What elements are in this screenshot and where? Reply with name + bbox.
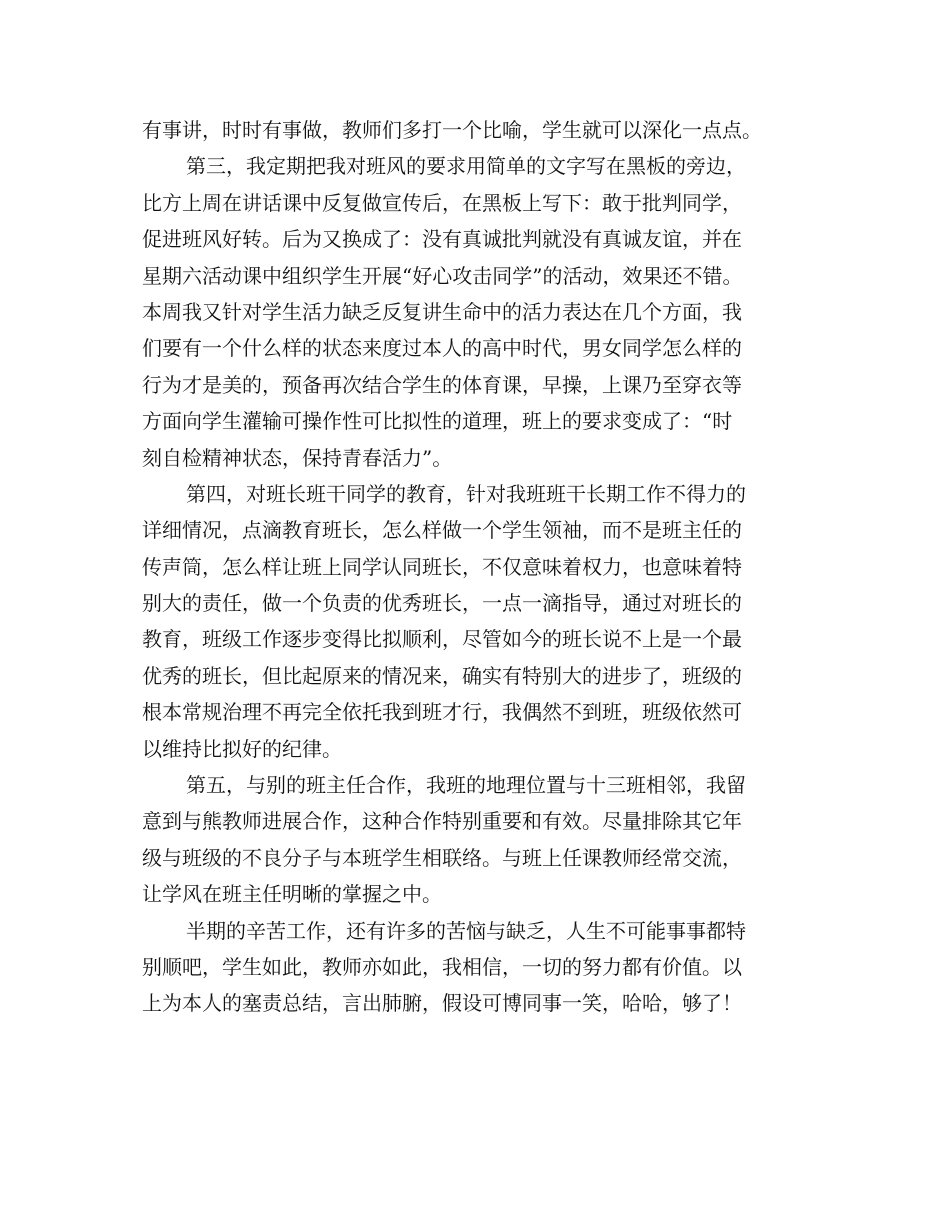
text-line: 有事讲，时时有事做，教师们多打一个比喻，学生就可以深化一点点。 — [142, 118, 762, 142]
text-line: 根本常规治理不再完全依托我到班才行，我偶然不到班，班级依然可 — [142, 700, 742, 725]
text-line: 方面向学生灌输可操作性可比拟性的道理，班上的要求变成了：“时 — [142, 409, 733, 434]
text-line: 别顺吧，学生如此，教师亦如此，我相信，一切的努力都有价值。以 — [142, 954, 742, 979]
text-line: 优秀的班长，但比起原来的情况来，确实有特别大的进步了，班级的 — [142, 663, 742, 688]
document-body — [142, 112, 822, 1022]
text-line: 行为才是美的，预备再次结合学生的体育课，早操，上课乃至穿衣等 — [142, 372, 742, 397]
text-line: 让学风在班主任明晰的掌握之中。 — [142, 882, 442, 907]
text-line: 比方上周在讲话课中反复做宣传后，在黑板上写下：敢于批判同学， — [142, 190, 742, 215]
text-line: 刻自检精神状态，保持青春活力”。 — [142, 445, 453, 470]
text-line: 半期的辛苦工作，还有许多的苦恼与缺乏，人生不可能事事都特 — [186, 918, 746, 943]
text-line: 别大的责任，做一个负责的优秀班长，一点一滴指导，通过对班长的 — [142, 591, 742, 616]
text-line: 促进班风好转。后为又换成了：没有真诚批判就没有真诚友谊，并在 — [142, 227, 742, 252]
text-line: 第五，与别的班主任合作，我班的地理位置与十三班相邻，我留 — [186, 773, 746, 798]
text-line: 上为本人的塞责总结，言出肺腑，假设可博同事一笑，哈哈，够了！ — [142, 991, 742, 1016]
text-line: 意到与熊教师进展合作，这种合作特别重要和有效。尽量排除其它年 — [142, 809, 742, 834]
text-line: 教育，班级工作逐步变得比拟顺利，尽管如今的班长说不上是一个最 — [142, 627, 742, 652]
text-line: 级与班级的不良分子与本班学生相联络。与班上任课教师经常交流， — [142, 845, 742, 870]
text-line: 们要有一个什么样的状态来度过本人的高中时代，男女同学怎么样的 — [142, 336, 742, 361]
text-line: 第四，对班长班干同学的教育，针对我班班干长期工作不得力的 — [186, 481, 746, 506]
text-line: 本周我又针对学生活力缺乏反复讲生命中的活力表达在几个方面，我 — [142, 299, 742, 324]
text-line: 第三，我定期把我对班风的要求用简单的文字写在黑板的旁边， — [186, 154, 746, 179]
text-line: 以维持比拟好的纪律。 — [142, 736, 342, 761]
text-line: 传声筒，怎么样让班上同学认同班长，不仅意味着权力，也意味着特 — [142, 554, 742, 579]
text-line: 星期六活动课中组织学生开展“好心攻击同学”的活动，效果还不错。 — [142, 263, 743, 288]
text-line: 详细情况，点滴教育班长，怎么样做一个学生领袖，而不是班主任的 — [142, 518, 742, 543]
